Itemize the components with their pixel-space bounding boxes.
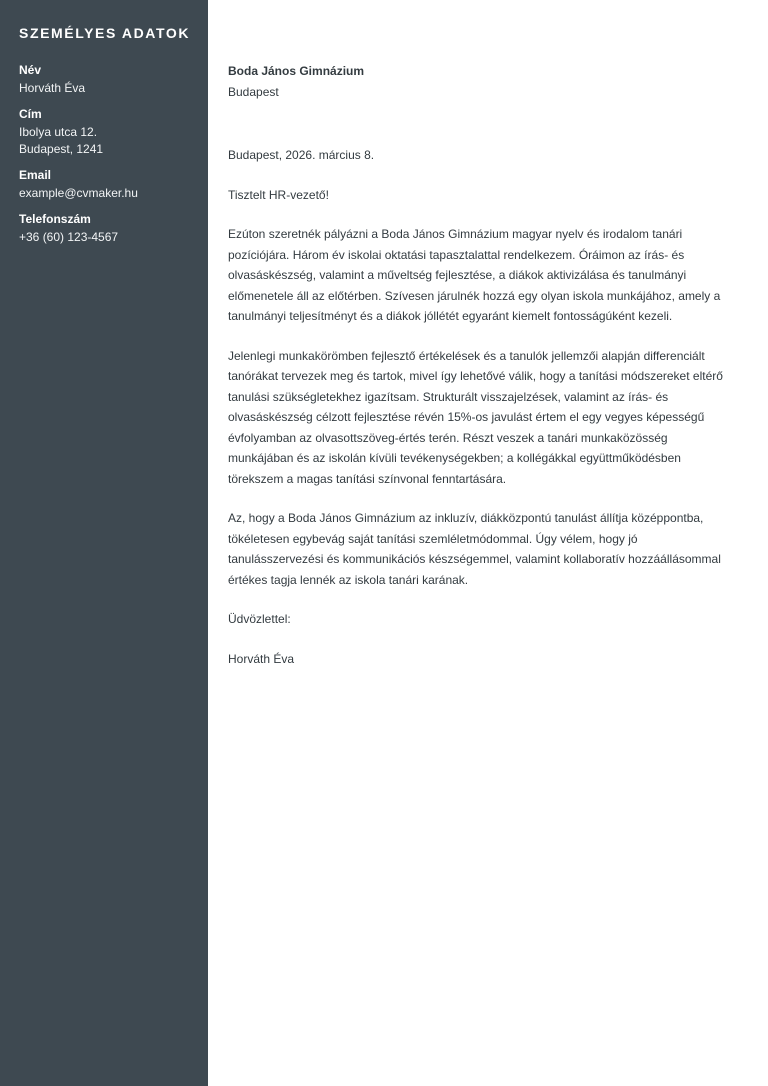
address-field <box>19 106 196 158</box>
name-field <box>19 62 196 97</box>
letter-paragraph-intro: Ezúton szeretnék pályázni a Boda János Gimnázium magyar nyelv és irodalom tanári pozíciójára. Három év iskolai oktatási tapasztalattal rendelkezem. Óráimon az írás- és olvasáskészség, valamint a műveltség fejlesztése, a diákok aktivizálása és tanulmányi előmenetele áll az előtérben. Szívesen járulnék hozzá egy olyan iskola munkájához, amely a tanulmányi teljesítményt és a diákok jóllétét egyaránt kiemelt fontosságúként kezeli. <box>228 227 721 323</box>
sidebar-title: SZEMÉLYES ADATOK <box>19 25 191 41</box>
phone-label: Telefonszám <box>19 212 91 226</box>
letter-signature: Horváth Éva <box>228 651 295 666</box>
name-label: Név <box>19 63 42 77</box>
address-label: Cím <box>19 107 42 121</box>
address-street: Ibolya utca 12. <box>19 125 98 139</box>
phone-field <box>19 211 196 246</box>
phone-value: +36 (60) 123-4567 <box>19 230 119 244</box>
letter-date: Budapest, 2026. március 8. <box>228 148 375 162</box>
email-value: example@cvmaker.hu <box>19 186 138 200</box>
personal-details-sidebar <box>0 0 208 1086</box>
email-field <box>19 167 196 202</box>
letter-closing: Üdvözlettel: <box>228 612 291 626</box>
letter-body <box>208 0 768 1086</box>
recipient-city: Budapest <box>228 85 279 99</box>
email-label: Email <box>19 168 52 182</box>
letter-paragraph-motivation: Az, hogy a Boda János Gimnázium az inkluzív, diákközpontú tanulást állítja középpontba, tökéletesen egybevág saját tanítási szemléletmódommal. Úgy vélem, hogy jó tanulásszervezési és kommunikációs készségemmel, valamint kollaboratív hozzáállásommal értékes tagja lennék az iskola tanári karának. <box>228 511 721 587</box>
recipient-name: Boda János Gimnázium <box>228 64 365 78</box>
address-city: Budapest, 1241 <box>19 142 104 156</box>
letter-paragraph-experience: Jelenlegi munkakörömben fejlesztő értékelések és a tanulók jellemzői alapján differenciált tanórákat tervezek meg és tartok, mivel így lehetővé válik, hogy a tanítási módszereket eltérő tanulási szükségletekhez igazítsam. Strukturált visszajelzések, valamint az írás- és olvasáskészség célzott fejlesztése révén 15%-os javulást értem el egy vegyes képességű évfolyamban az olvasottszöveg-értés terén. Részt veszek a tanári munkaközösség munkájában és az iskolán kívüli tevékenységekben; a kollégákkal együttműködésben törekszem a magas tanítási színvonal fenntartására. <box>228 348 723 486</box>
letter-greeting: Tisztelt HR-vezető! <box>228 187 329 202</box>
name-value: Horváth Éva <box>19 81 86 95</box>
